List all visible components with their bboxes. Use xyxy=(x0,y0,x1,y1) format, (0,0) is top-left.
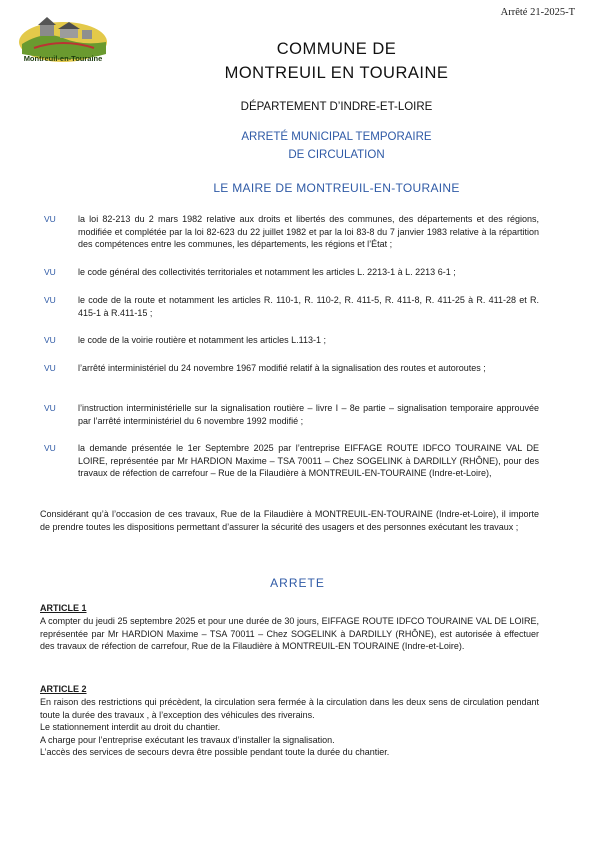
departement-title: DÉPARTEMENT D’INDRE-ET-LOIRE xyxy=(240,101,433,113)
article2-line: L’accès des services de secours devra être possible pendant toute la durée du chantier. xyxy=(40,747,390,758)
vu-label: VU xyxy=(44,335,56,345)
vu-item xyxy=(44,266,539,279)
logo-text: Montreuil-en-Touraine xyxy=(23,54,103,63)
vu-label: VU xyxy=(44,443,56,453)
vu-text: la demande présentée le 1er Septembre 2025 par l’entreprise EIFFAGE ROUTE IDFCO TOURAINE VAL DE LOIRE, représentée par Mr HARDION Maxime – TSA 70011 – Chez SOGELINK à DARDILLY (RHÔNE), pour des travaux de réfection de carrefour – Rue de la Filaudière à MONTREUIL-EN-TOURAINE (Indre-et-Loire), xyxy=(78,443,539,479)
article2-body xyxy=(40,696,539,759)
arrete-title-line1: ARRETÉ MUNICIPAL TEMPORAIRE xyxy=(241,131,432,143)
vu-text: l’arrêté interministériel du 24 novembre 1967 modifié relatif à la signalisation des routes et autoroutes ; xyxy=(78,363,486,373)
commune-logo xyxy=(14,8,112,66)
vu-label: VU xyxy=(44,403,56,413)
commune-title-line1: COMMUNE DE xyxy=(276,40,397,58)
article1-text: A compter du jeudi 25 septembre 2025 et pour une durée de 30 jours, EIFFAGE ROUTE IDFCO TOURAINE VAL DE LOIRE, représentée par Mr HARDION Maxime – TSA 70011 – Chez SOGELINK à DARDILLY (RHÔNE), est autorisée à effectuer des travaux de réfection de carrefour, Rue de la Filaudière à MONTREUIL-EN TOURAINE (Indre-et-Loire). xyxy=(40,616,539,652)
vu-item xyxy=(44,334,539,347)
vu-item xyxy=(44,442,539,480)
commune-title-line2: MONTREUIL EN TOURAINE xyxy=(224,64,449,82)
arrete-heading: ARRETE xyxy=(270,576,325,590)
article2-line: En raison des restrictions qui précèdent, la circulation sera fermée à la circulation dans les deux sens de circulation pendant toute la durée des travaux , à l’exception des véhicules des riverains. xyxy=(40,697,539,720)
article2-line: A charge pour l’entreprise exécutant les travaux d’installer la signalisation. xyxy=(40,734,335,745)
maire-heading: LE MAIRE DE MONTREUIL-EN-TOURAINE xyxy=(213,181,460,195)
vu-label: VU xyxy=(44,295,56,305)
article1-title: ARTICLE 1 xyxy=(40,603,87,613)
vu-text: le code général des collectivités territoriales et notamment les articles L. 2213-1 à L. 2213 6-1 ; xyxy=(78,267,456,277)
vu-label: VU xyxy=(44,267,56,277)
vu-item xyxy=(44,213,539,251)
vu-text: le code de la voirie routière et notamment les articles L.113-1 ; xyxy=(78,335,326,345)
vu-item xyxy=(44,402,539,427)
arrete-reference: Arrêté 21-2025-T xyxy=(500,7,575,18)
article2-title: ARTICLE 2 xyxy=(40,684,87,694)
vu-item xyxy=(44,362,539,375)
article2-line: Le stationnement interdit au droit du chantier. xyxy=(40,722,221,733)
vu-text: la loi 82-213 du 2 mars 1982 relative aux droits et libertés des communes, des départements et des régions, modifiée et complétée par la loi 82-623 du 22 juillet 1982 et par la loi 83-8 du 7 janvier 1983 relative à la répartition des compétences entre les communes, les départements, les régions et l’État ; xyxy=(78,214,539,250)
considerant-paragraph: Considérant qu’à l’occasion de ces travaux, Rue de la Filaudière à MONTREUIL-EN-TOURAINE (Indre-et-Loire), il importe de prendre toutes les dispositions permettant d’assurer la sécurité des usagers et des personnes exécutant les travaux ; xyxy=(40,509,539,532)
vu-item xyxy=(44,294,539,319)
vu-label: VU xyxy=(44,363,56,373)
vu-text: l’instruction interministérielle sur la signalisation routière – livre I – 8e partie – signalisation temporaire approuvée par l’arrêté interministériel du 6 novembre 1992 modifié ; xyxy=(78,403,539,426)
arrete-title-line2: DE CIRCULATION xyxy=(288,149,385,161)
vu-label: VU xyxy=(44,214,56,224)
vu-text: le code de la route et notamment les articles R. 110-1, R. 110-2, R. 411-5, R. 411-8, R. 411-25 à R. 411-28 et R. 415-1 à R.411-15 ; xyxy=(78,295,539,318)
